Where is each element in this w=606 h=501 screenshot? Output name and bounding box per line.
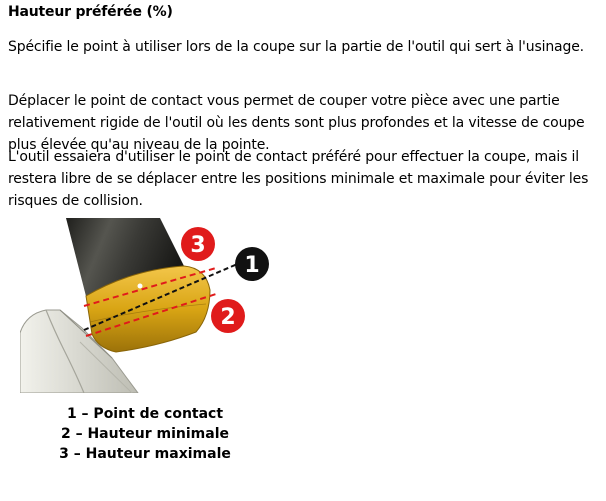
section-heading: Hauteur préférée (%) bbox=[8, 4, 173, 20]
description-paragraph-2: Déplacer le point de contact vous permet de couper votre pièce avec une partie relativement rigide de l'outil où les dents sont plus profondes et la vitesse de coupe plus élevée qu'au niveau de la pointe. bbox=[8, 93, 585, 153]
svg-text:1: 1 bbox=[244, 253, 260, 278]
svg-text:2: 2 bbox=[220, 305, 236, 330]
contact-point-marker bbox=[138, 284, 143, 289]
marker-3-max-height bbox=[181, 227, 215, 261]
marker-1-contact-point bbox=[235, 247, 269, 281]
tool-contact-diagram bbox=[20, 218, 280, 393]
caption-contact-point: 1 – Point de contact bbox=[66, 406, 224, 422]
caption-min-height: 2 – Hauteur minimale bbox=[60, 426, 230, 442]
description-paragraph-1: Spécifie le point à utiliser lors de la coupe sur la partie de l'outil qui sert à l'usinage. bbox=[8, 39, 584, 55]
svg-text:3: 3 bbox=[190, 233, 206, 258]
caption-max-height: 3 – Hauteur maximale bbox=[59, 446, 231, 462]
marker-2-min-height bbox=[211, 299, 245, 333]
description-paragraph-3: L'outil essaiera d'utiliser le point de contact préféré pour effectuer la coupe, mais il restera libre de se déplacer entre les positions minimale et maximale pour éviter les risques de collision. bbox=[8, 149, 589, 209]
